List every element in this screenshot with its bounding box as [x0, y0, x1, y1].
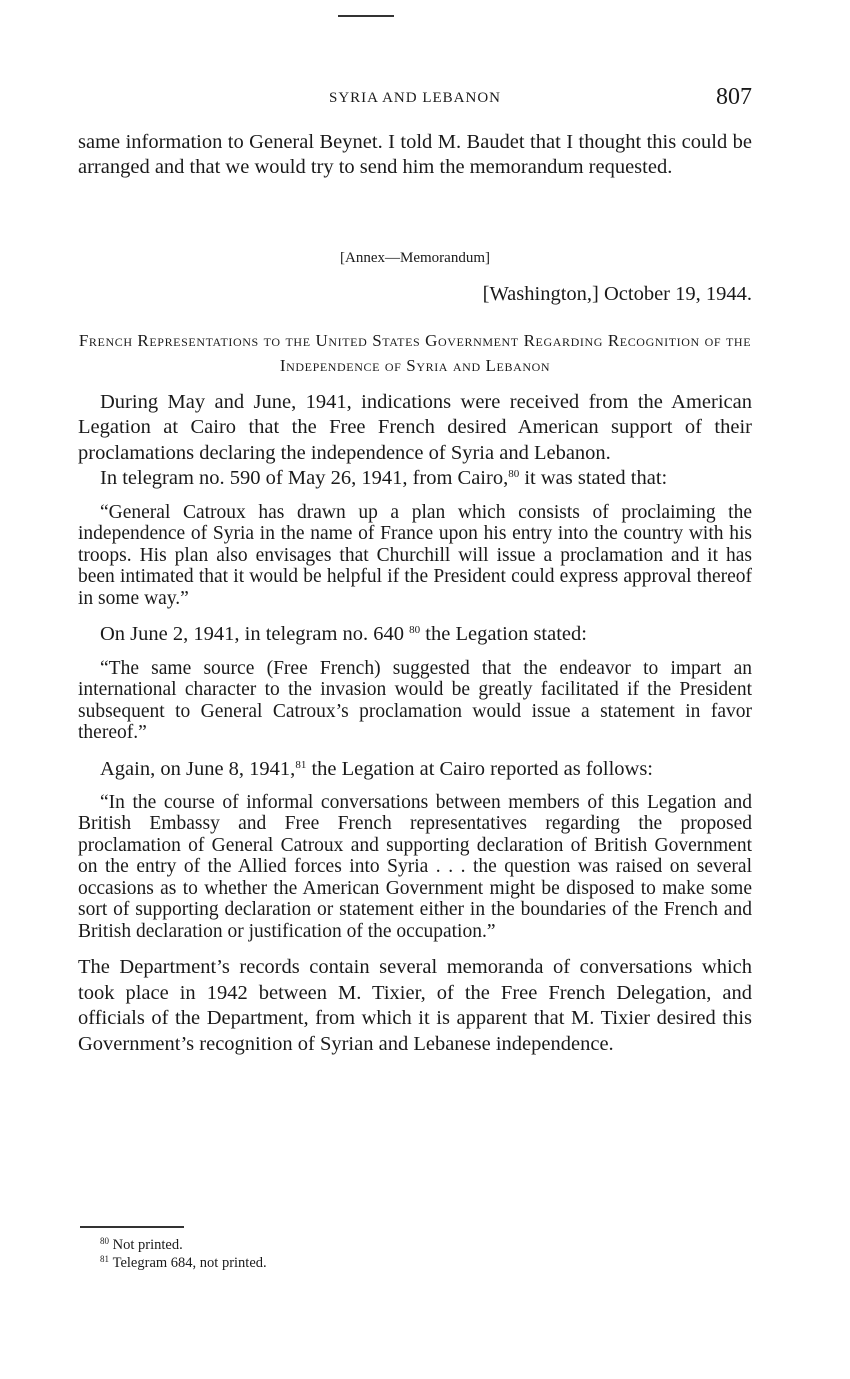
paragraph-3-text-b: the Legation stated: — [420, 623, 587, 646]
footnote-80 — [100, 1236, 267, 1254]
page-number: 807 — [716, 84, 752, 110]
footnote-80-number: 80 — [100, 1236, 109, 1246]
continued-paragraph-block — [78, 130, 752, 181]
footnote-81-text: Telegram 684, not printed. — [112, 1255, 267, 1271]
footnote-ref-80: 80 — [508, 468, 520, 481]
paragraph-3-text-a: On June 2, 1941, in telegram no. 640 — [100, 623, 405, 646]
paragraph-4-text-a: Again, on June 8, 1941, — [100, 757, 296, 780]
paragraph-3 — [78, 622, 752, 647]
paragraph-1: During May and June, 1941, indications were received from the American Legation at Cairo that the Free French desired American support of their proclamations declaring the independence of Syria and Lebanon. — [78, 391, 752, 464]
footnote-ref-80-second: 80 — [409, 624, 421, 637]
paragraph-2-text-a: In telegram no. 590 of May 26, 1941, from Cairo, — [100, 467, 509, 490]
paragraph-2-text-b: it was stated that: — [519, 467, 668, 490]
quote-3: “In the course of informal conversations between members of this Legation and British Embassy and Free French representatives regarding the proposed proclamation of General Catroux and supporting declaration of British Government on the entry of the Allied forces into Syria . . . the question was raised on several occasions as to whether the American Government might be disposed to make some sort of supporting declaration or statement either in the boundaries of the French and British declaration or justification of the occupation.” — [78, 791, 752, 942]
dateline: [Washington,] October 19, 1944. — [482, 283, 752, 305]
top-rule — [338, 15, 394, 17]
footnote-ref-81: 81 — [295, 758, 307, 771]
footnote-81 — [100, 1254, 267, 1272]
paragraph-4-text-b: the Legation at Cairo reported as follows: — [306, 757, 654, 780]
quote-2: “The same source (Free French) suggested that the endeavor to impart an international character to the invasion would be greatly facilitated if the President subsequent to General Catroux’s proclamation would issue a statement in favor thereof.” — [78, 657, 752, 744]
footnote-81-number: 81 — [100, 1254, 109, 1264]
annex-label: [Annex—Memorandum] — [340, 250, 490, 266]
memorandum-title: French Representations to the United States Government Regarding Recognition of the Independence of Syria and Lebanon — [78, 331, 752, 375]
paragraph-2 — [78, 466, 752, 491]
footnote-rule — [80, 1226, 184, 1228]
quote-1: “General Catroux has drawn up a plan which consists of proclaiming the independence of Syria in the name of France upon his entry into the country with his troops. His plan also envisages that Churchill will issue a proclamation and it has been intimated that it would be helpful if the President could express approval thereof in some way.” — [78, 501, 752, 609]
continued-paragraph: same information to General Beynet. I told M. Baudet that I thought this could be arranged and that we would try to send him the memorandum requested. — [78, 131, 752, 179]
footnote-80-text: Not printed. — [112, 1237, 183, 1253]
paragraph-5: The Department’s records contain several memoranda of conversations which took place in 1942 between M. Tixier, of the Free French Delegation, and officials of the Department, from which it is apparent that M. Tixier desired this Government’s recognition of Syrian and Lebanese independence. — [78, 956, 752, 1055]
paragraph-4 — [78, 757, 752, 782]
page-header — [78, 84, 752, 114]
main-text — [78, 390, 752, 1057]
running-head: SYRIA AND LEBANON — [328, 90, 501, 106]
footnotes — [100, 1236, 267, 1272]
